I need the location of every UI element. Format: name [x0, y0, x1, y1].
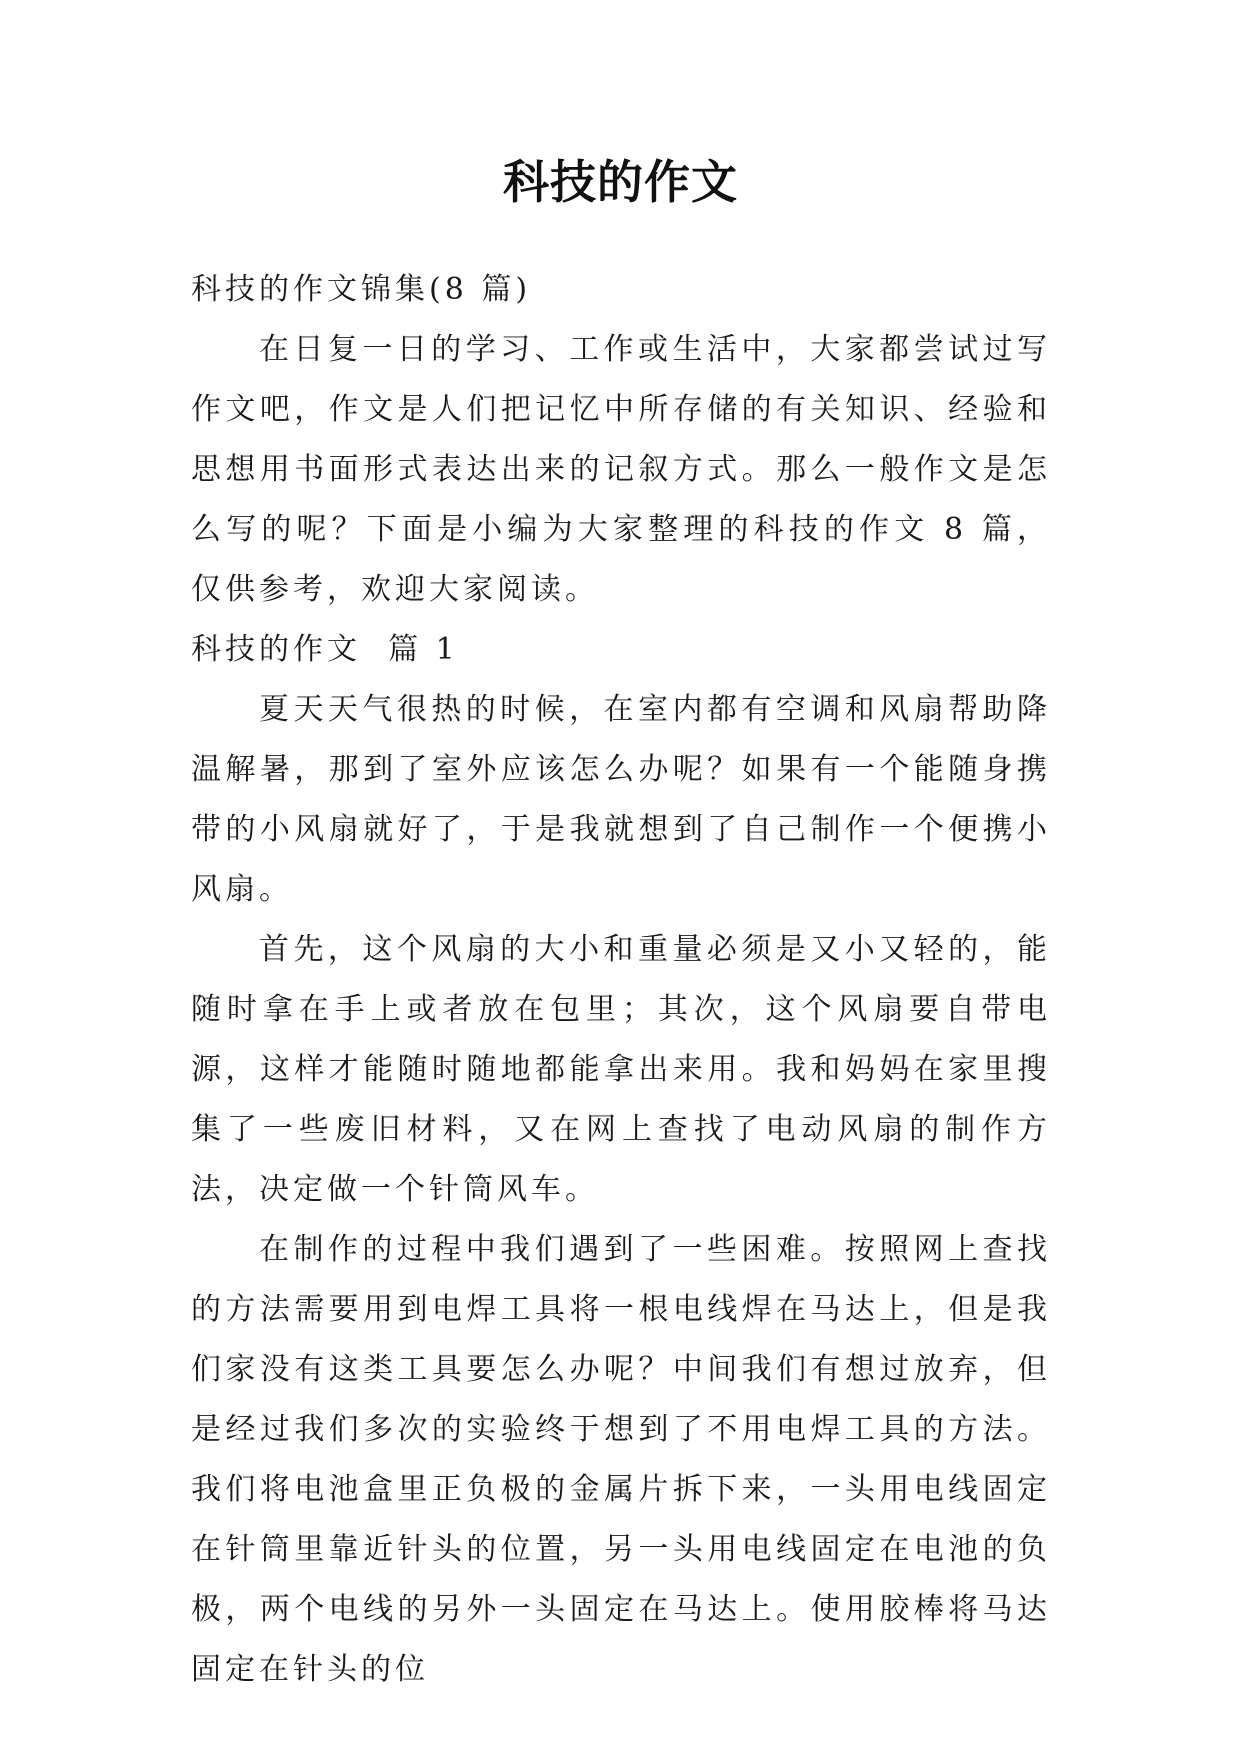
paragraph-2: 首先，这个风扇的大小和重量必须是又小又轻的，能随时拿在手上或者放在包里；其次，这个风扇要自带电源，这样才能随时随地都能拿出来用。我和妈妈在家里搜集了一些废旧材料，又在网上查找了电动风扇的制作方法，决定做一个针筒风车。: [191, 932, 1051, 1207]
document-subtitle: 科技的作文锦集(8 篇): [191, 272, 532, 307]
paragraph-1: 夏天天气很热的时候，在室内都有空调和风扇帮助降温解暑，那到了室外应该怎么办呢？如果有一个能随身携带的小风扇就好了，于是我就想到了自己制作一个便携小风扇。: [191, 692, 1051, 907]
paragraph-3: 在制作的过程中我们遇到了一些困难。按照网上查找的方法需要用到电焊工具将一根电线焊在马达上，但是我们家没有这类工具要怎么办呢？中间我们有想过放弃，但是经过我们多次的实验终于想到了不用电焊工具的方法。我们将电池盒里正负极的金属片拆下来，一头用电线固定在针筒里靠近针头的位置，另一头用电线固定在电池的负极，两个电线的另外一头固定在马达上。使用胶棒将马达固定在针头的位: [191, 1232, 1051, 1687]
intro-paragraph: 在日复一日的学习、工作或生活中，大家都尝试过写作文吧，作文是人们把记忆中所存储的有关知识、经验和思想用书面形式表达出来的记叙方式。那么一般作文是怎么写的呢？下面是小编为大家整理的科技的作文 8 篇，仅供参考，欢迎大家阅读。: [191, 332, 1051, 607]
document-body: [191, 260, 1051, 1700]
section-heading: 科技的作文 篇 1: [191, 632, 459, 667]
document-title: 科技的作文: [503, 155, 738, 209]
